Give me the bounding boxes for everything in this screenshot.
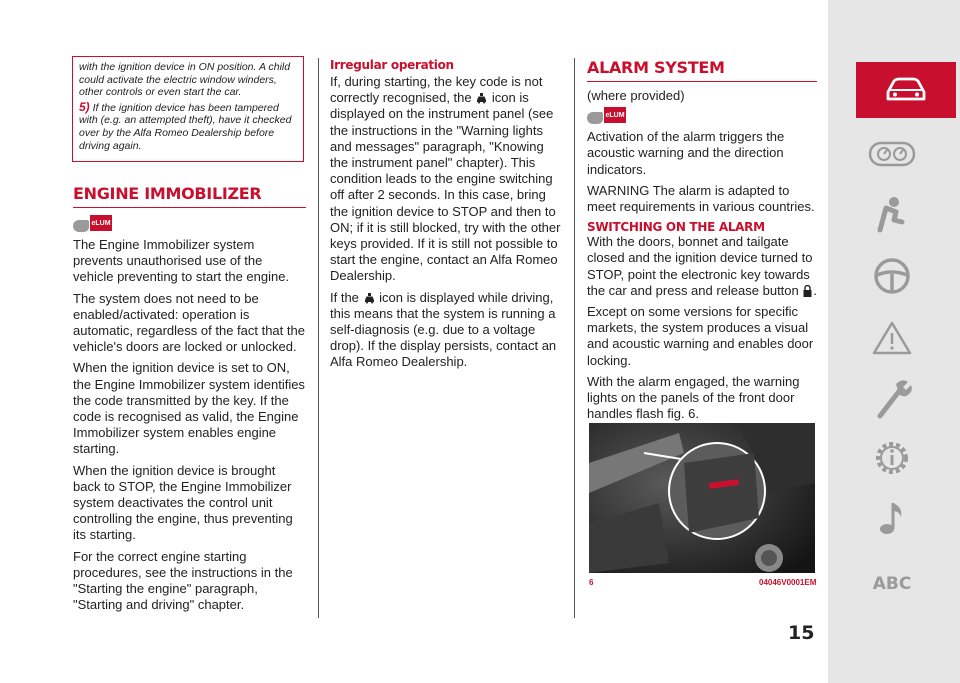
hand-icon	[73, 220, 89, 232]
gauges-icon	[868, 141, 916, 167]
chapter-sidebar	[828, 0, 960, 683]
alarm-para-2: WARNING The alarm is adapted to meet requirements in various countries.	[587, 182, 815, 215]
immobilizer-para-5: For the correct engine starting procedures, see the instructions in the "Starting the engine" paragraph, "Starting and driving" chapter.	[73, 548, 293, 613]
sidebar-item-index[interactable]	[856, 556, 928, 612]
immobilizer-para-1: The Engine Immobilizer system prevents unauthorised use of the vehicle preventing to start the engine.	[73, 237, 290, 285]
wrench-icon	[872, 376, 912, 420]
immobilizer-car-key-icon	[476, 93, 487, 104]
sidebar-item-technical[interactable]	[856, 430, 928, 486]
alarm-para-3: With the doors, bonnet and tailgate closed and the ignition device turned to STOP, point the electronic key towards the car and press and release button	[587, 234, 813, 298]
alarm-para-5: With the alarm engaged, the warning lights on the panels of the front door handles flash fig. 6.	[587, 373, 800, 422]
sidebar-item-multimedia[interactable]	[856, 490, 928, 546]
immobilizer-section	[73, 184, 306, 618]
sidebar-item-instruments[interactable]	[856, 126, 928, 182]
car-icon	[884, 76, 928, 104]
elum-icon: eLUM	[604, 107, 626, 123]
irregular-para-2a: If the	[330, 289, 359, 305]
abc-index-label: ABC	[872, 574, 912, 594]
title-rule	[587, 81, 817, 82]
alarm-section: ALARM SYSTEM (where provided) eLUM Activation of the alarm triggers the acoustic warning and the direction indicators. WARNING The alarm is adapted to meet requirements in various countries. SWITCHING ON THE ALARM With the doors, bonnet and tailgate closed and the ignition device turned to STOP, point the electronic key towards the car and press and release button . Except on some versions for specific markets, the system produces a visual and acoustic warning and enables door locking. With the alarm engaged, the warning lights on the panels of the front door handles flash fig. 6.	[587, 58, 818, 422]
irregular-title: Irregular operation	[330, 58, 454, 72]
switching-title: SWITCHING ON THE ALARM	[587, 220, 765, 235]
column-divider-1	[318, 58, 319, 618]
elum-badge	[587, 106, 626, 124]
warning-number: 5)	[79, 99, 90, 114]
warning-box	[72, 56, 304, 162]
section-title-immobilizer: ENGINE IMMOBILIZER	[73, 184, 262, 203]
immobilizer-para-4: When the ignition device is brought back to STOP, the Engine Immobilizer system deactivates the control unit controlling the engine, thus preventing its starting.	[73, 462, 293, 543]
figure-number: 6	[589, 578, 594, 587]
music-note-icon	[877, 499, 907, 537]
seat-person-icon	[872, 194, 912, 234]
page-number: 15	[788, 622, 815, 644]
sidebar-item-car[interactable]	[856, 62, 956, 118]
sidebar-item-driving[interactable]	[856, 248, 928, 304]
warning-triangle-icon	[872, 320, 912, 356]
irregular-section	[330, 58, 562, 376]
immobilizer-car-key-icon	[364, 293, 375, 304]
elum-badge	[73, 214, 112, 232]
section-title-alarm: ALARM SYSTEM	[587, 58, 725, 77]
title-rule	[73, 207, 306, 208]
sidebar-item-maintenance[interactable]	[856, 370, 928, 426]
steering-wheel-icon	[873, 257, 911, 295]
alarm-para-4: Except on some versions for specific markets, the system produces a visual and acoustic warning and enables door locking.	[587, 304, 814, 368]
warning-text-1: with the ignition device in ON position. A child could activate the electric window winders, other controls or even start the car.	[79, 61, 291, 99]
hand-icon	[587, 112, 603, 124]
elum-icon: eLUM	[90, 215, 112, 231]
padlock-icon	[803, 285, 812, 297]
irregular-para-1b: icon is displayed on the instrument panel (see the instructions in the "Warning lights and messages" paragraph, "Knowing the instrument panel" chapter). This condition leads to the engine switching off after 2 seconds. In this case, bring the ignition device to STOP and then to ON; if it is still blocked, try with the other keys provided. If it is still not possible to start the engine, contact an Alfa Romeo Dealership.	[330, 90, 561, 284]
immobilizer-para-2: The system does not need to be enabled/activated: operation is automatic, regardless of the fact that the vehicle's doors are locked or unlocked.	[73, 290, 305, 355]
sidebar-item-safety[interactable]	[856, 186, 928, 242]
irregular-para-2b: icon is displayed while driving, this means that the system is running a self-diagnosis (e.g. due to a voltage drop). If the display persists, contact an Alfa Romeo Dealership.	[330, 289, 557, 370]
irregular-para-1a: If, during starting, the key code is not correctly recognised, the	[330, 74, 543, 106]
warning-text-2: If the ignition device has been tampered with (e.g. an attempted theft), have it checked over by the Alfa Romeo Dealership before driving again.	[79, 101, 292, 152]
figure-code: 04046V0001EM	[759, 578, 817, 587]
gear-info-icon	[872, 438, 912, 478]
alarm-para-1: Activation of the alarm triggers the acoustic warning and the direction indicators.	[587, 129, 785, 177]
immobilizer-para-3: When the ignition device is set to ON, the Engine Immobilizer system identifies the code transmitted by the key. If the code is recognised as valid, the Engine Immobilizer system enables engine starting.	[73, 360, 305, 457]
column-divider-2	[574, 58, 575, 618]
sidebar-item-emergency[interactable]	[856, 310, 928, 366]
door-handle-photo	[589, 423, 815, 573]
alarm-subtitle: (where provided)	[587, 88, 685, 103]
